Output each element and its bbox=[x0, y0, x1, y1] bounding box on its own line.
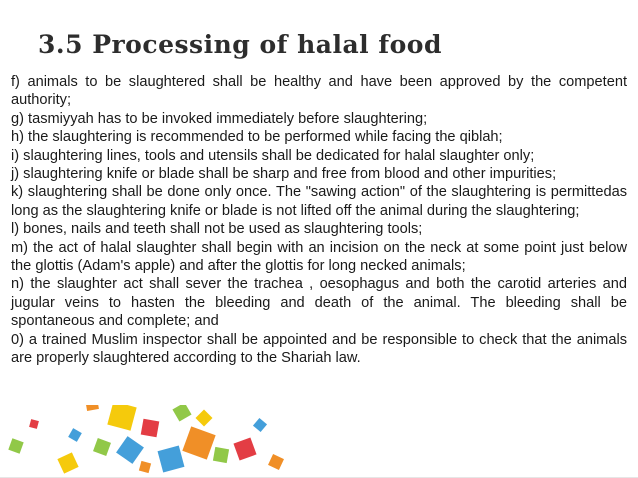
list-item: n) the slaughter act shall sever the trachea , oesophagus and both the carotid arteries and jugular veins to hasten the bleeding and death of the animal. The bleeding shall be spontaneous and complete; and bbox=[11, 276, 627, 330]
list-item: l) bones, nails and teeth shall not be used as slaughtering tools; bbox=[11, 221, 423, 238]
content-box bbox=[11, 73, 627, 405]
list-item: k) slaughtering shall be done only once. The "sawing action" of the slaughtering is permittedas long as the slaughtering knife or blade is not lifted off the animal during the slaughtering; bbox=[11, 184, 627, 219]
list-item: j) slaughtering knife or blade shall be sharp and free from blood and other impurities; bbox=[11, 166, 557, 183]
list-item: g) tasmiyyah has to be invoked immediately before slaughtering; bbox=[11, 110, 428, 127]
list-item: i) slaughtering lines, tools and utensils shall be dedicated for halal slaughter only; bbox=[11, 147, 535, 164]
page-title: 3.5 Processing of halal food bbox=[38, 30, 442, 59]
list-item: m) the act of halal slaughter shall begin with an incision on the neck at some point just below the glottis (Adam's apple) and after the glottis for long necked animals; bbox=[11, 239, 627, 275]
list-item: 0) a trained Muslim inspector shall be appointed and be responsible to check that the animals are properly slaughtered according to the Shariah law. bbox=[11, 331, 627, 367]
list-item: h) the slaughtering is recommended to be performed while facing the qiblah; bbox=[11, 129, 503, 146]
list-item: f) animals to be slaughtered shall be healthy and have been approved by the competent authority; bbox=[11, 74, 627, 109]
